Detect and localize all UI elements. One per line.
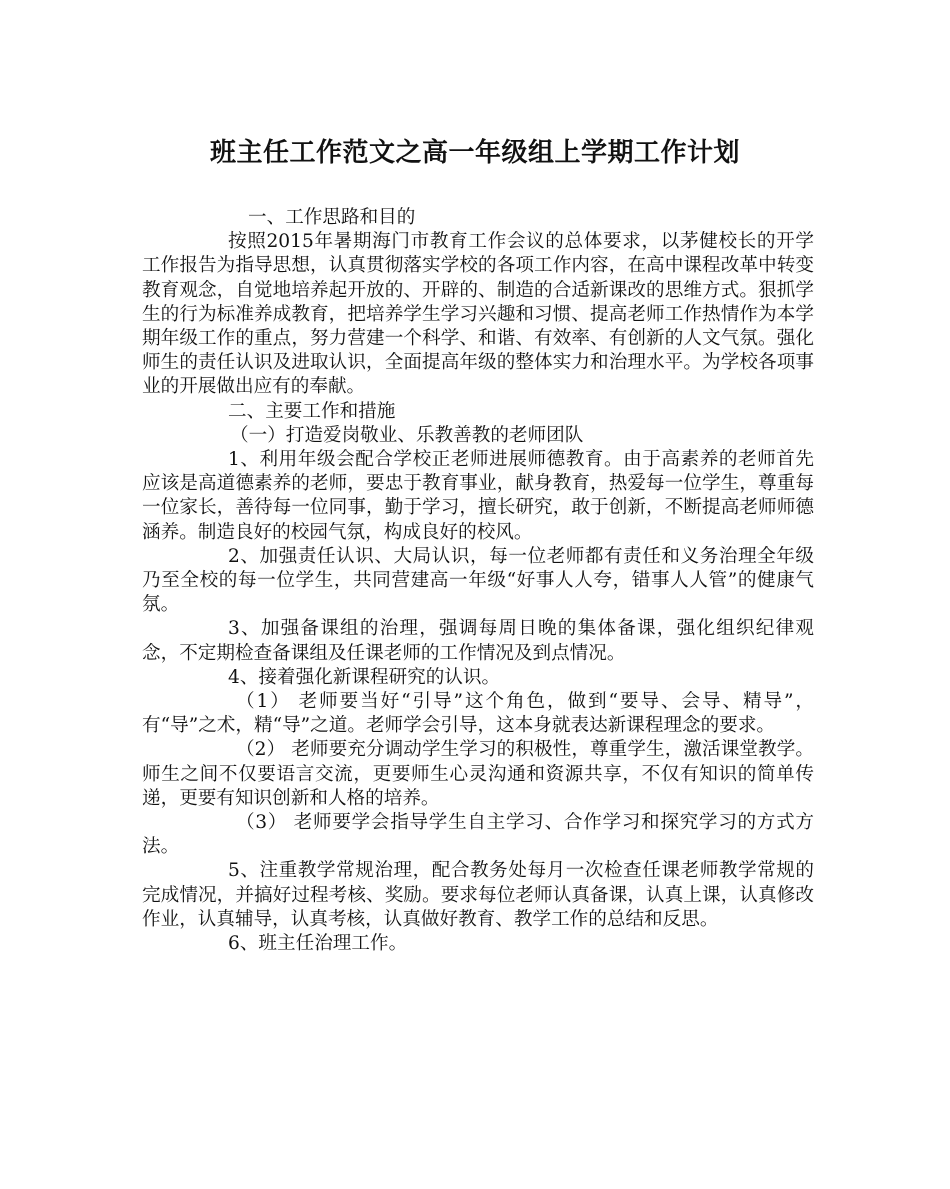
list-item-5: 5、注重教学常规治理，配合教务处每月一次检查任课老师教学常规的完成情况，并搞好过程考核、奖励。要求每位老师认真备课，认真上课，认真修改作业，认真辅导，认真考核，认真做好教育、教学工作的总结和反思。 xyxy=(142,860,814,930)
document-title: 班主任工作范文之高一年级组上学期工作计划 xyxy=(209,138,740,168)
list-item-4-3: （3） 老师要学会指导学生自主学习、合作学习和探究学习的方式方法。 xyxy=(142,812,814,858)
list-item-2: 2、加强责任认识、大局认识，每一位老师都有责任和义务治理全年级乃至全校的每一位学生，共同营建高一年级“好事人人夸，错事人人管”的健康气氛。 xyxy=(142,545,814,616)
list-item-1: 1、利用年级会配合学校正老师进展师德教育。由于高素养的老师首先应该是高道德素养的老师，要忠于教育事业，献身教育，热爱每一位学生，尊重每一位家长，善待每一位同事，勤于学习，擅长研究，敢于创新，不断提高老师师德涵养。制造良好的校园气氛，构成良好的校风。 xyxy=(142,449,814,543)
section-heading-2: 二、主要工作和措施 xyxy=(228,400,396,422)
paragraph-section-1: 按照2015年暑期海门市教育工作会议的总体要求，以茅健校长的开学工作报告为指导思想，认真贯彻落实学校的各项工作内容，在高中课程改革中转变教育观念，自觉地培养起开放的、开辟的、制造的合适新课改的思维方式。狠抓学生的行为标准养成教育，把培养学生学习兴趣和习惯、提高老师工作热情作为本学期年级工作的重点，努力营建一个科学、和谐、有效率、有创新的人文气氛。强化师生的责任认识及进取认识，全面提高年级的整体实力和治理水平。为学校各项事业的开展做出应有的奉献。 xyxy=(142,231,814,398)
list-item-3: 3、加强备课组的治理，强调每周日晚的集体备课，强化组织纪律观念，不定期检查备课组及任课老师的工作情况及到点情况。 xyxy=(142,618,814,664)
subsection-heading-1: （一）打造爱岗敬业、乐教善教的老师团队 xyxy=(230,424,584,446)
list-item-4-1: （1） 老师要当好“引导”这个角色，做到“要导、会导、精导”，有“导”之术，精“导”之道。老师学会引导，这本身就表达新课程理念的要求。 xyxy=(142,691,814,737)
list-item-4-2: （2） 老师要充分调动学生学习的积极性，尊重学生，激活课堂教学。师生之间不仅要语言交流，更要师生心灵沟通和资源共享，不仅有知识的简单传递，更要有知识创新和人格的培养。 xyxy=(142,739,814,809)
list-item-4: 4、接着强化新课程研究的认识。 xyxy=(228,666,501,688)
list-item-6: 6、班主任治理工作。 xyxy=(228,933,408,955)
document-body xyxy=(142,206,814,956)
section-heading-1: 一、工作思路和目的 xyxy=(248,207,416,228)
